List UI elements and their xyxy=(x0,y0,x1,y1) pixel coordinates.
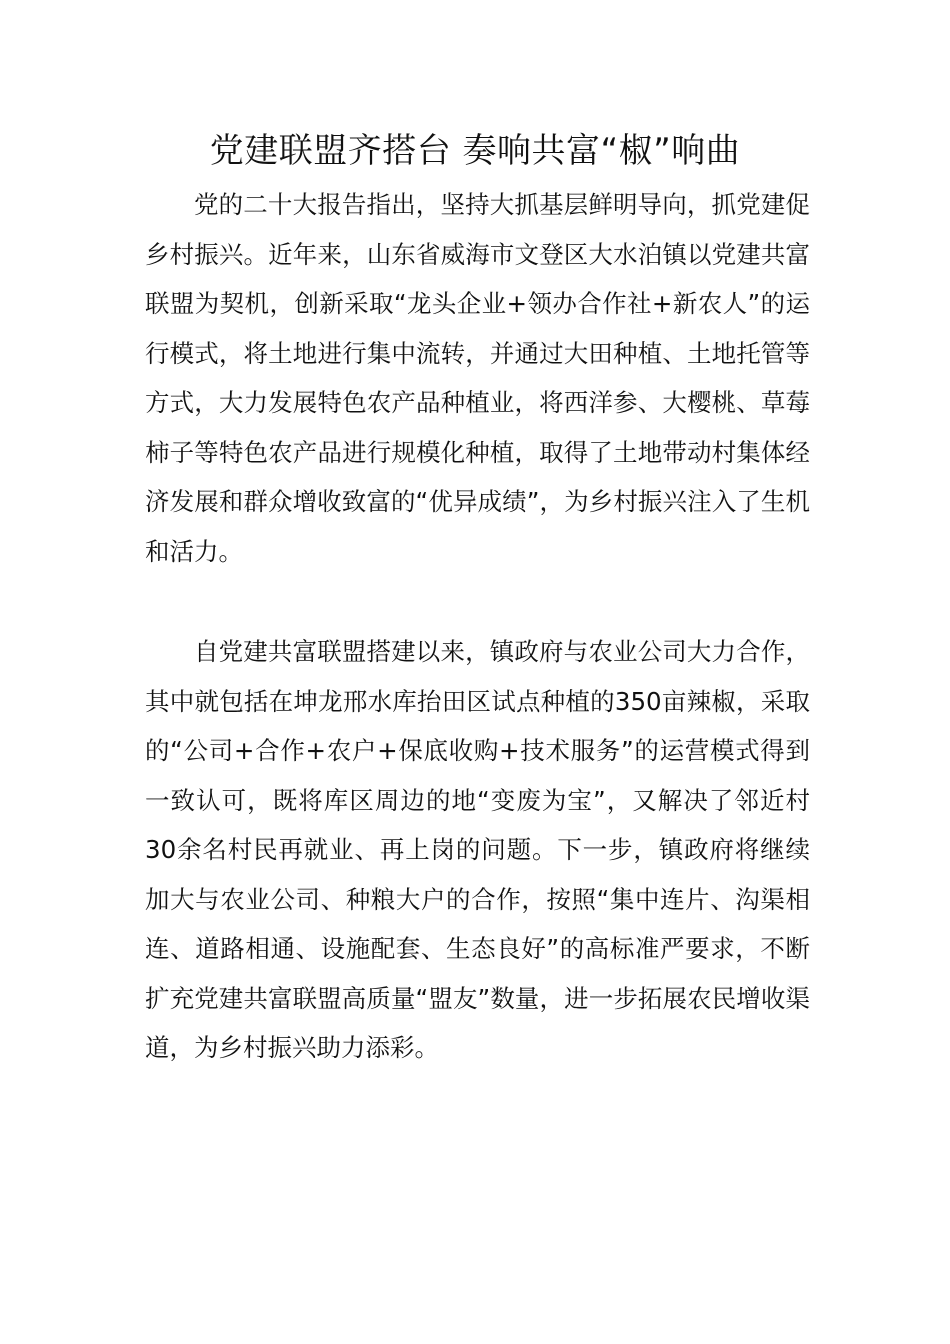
document-title: 党建联盟齐搭台 奏响共富“椒”响曲 xyxy=(209,131,741,171)
paragraph-2: 自党建共富联盟搭建以来，镇政府与农业公司大力合作，其中就包括在坤龙邢水库抬田区试点种植的350亩辣椒，采取的“公司+合作+农户+保底收购+技术服务”的运营模式得到一致认可，既将库区周边的地“变废为宝”，又解决了邻近村30余名村民再就业、再上岗的问题。下一步，镇政府将继续加大与农业公司、种粮大户的合作，按照“集中连片、沟渠相连、道路相通、设施配套、生态良好”的高标准严要求，不断扩充党建共富联盟高质量“盟友”数量，进一步拓展农民增收渠道，为乡村振兴助力添彩。 xyxy=(145,637,810,1062)
paragraph-1: 党的二十大报告指出，坚持大抓基层鲜明导向，抓党建促乡村振兴。近年来，山东省威海市文登区大水泊镇以党建共富联盟为契机，创新采取“龙头企业+领办合作社+新农人”的运行模式，将土地进行集中流转，并通过大田种植、土地托管等方式，大力发展特色农产品种植业，将西洋参、大樱桃、草莓柿子等特色农产品进行规模化种植，取得了土地带动村集体经济发展和群众增收致富的“优异成绩”，为乡村振兴注入了生机和活力。 xyxy=(145,190,810,566)
